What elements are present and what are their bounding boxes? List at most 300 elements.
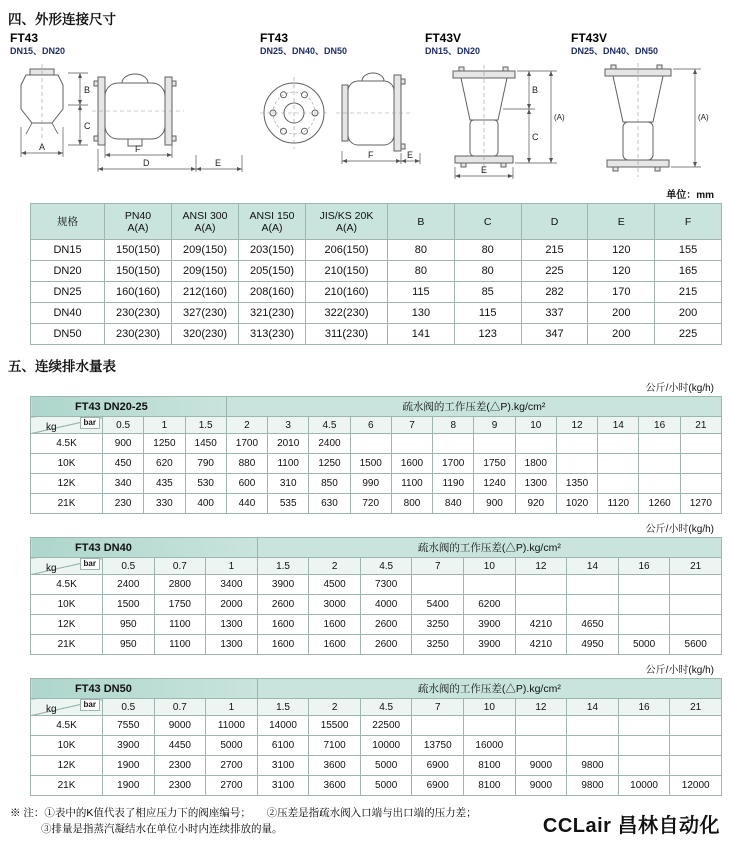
capacity-cell: 1350: [556, 474, 597, 494]
bar-unit-label: bar: [80, 699, 100, 711]
bar-value-cell: 1: [144, 417, 185, 434]
capacity-cell: 1250: [309, 454, 350, 474]
capacity-cell: 950: [103, 635, 155, 655]
capacity-cell: 450: [103, 454, 144, 474]
capacity-cell: 5000: [360, 756, 412, 776]
capacity-cell: 720: [350, 494, 391, 514]
diagram-label: [260, 32, 423, 56]
capacity-cell: [639, 474, 680, 494]
bar-value-cell: 10: [515, 417, 556, 434]
dimension-value-cell: 209(150): [172, 240, 239, 261]
bar-value-cell: 21: [670, 558, 722, 575]
dimension-value-cell: 212(160): [172, 282, 239, 303]
capacity-cell: 4210: [515, 635, 567, 655]
bar-value-cell: 4.5: [309, 417, 350, 434]
capacity-cell: 990: [350, 474, 391, 494]
drain-block-dn40: [8, 520, 722, 655]
capacity-cell: 1100: [154, 615, 206, 635]
bar-value-cell: 1.5: [257, 699, 309, 716]
dimension-value-cell: 210(150): [306, 261, 388, 282]
drain-data-row: [31, 635, 722, 655]
bar-value-cell: 1: [206, 558, 258, 575]
header-line: F: [684, 215, 692, 228]
capacity-cell: 1120: [598, 494, 639, 514]
header-line: A(A): [127, 221, 149, 234]
capacity-cell: 1100: [154, 635, 206, 655]
dim-label-b: B: [532, 85, 539, 96]
capacity-cell: 5000: [206, 736, 258, 756]
capacity-cell: 310: [268, 474, 309, 494]
bar-value-cell: 0.7: [154, 699, 206, 716]
capacity-cell: 3900: [103, 736, 155, 756]
dimension-value-cell: 80: [454, 240, 521, 261]
kg-unit-label: kg: [46, 704, 57, 715]
bar-value-cell: 10: [464, 699, 516, 716]
capacity-cell: [412, 575, 464, 595]
bar-value-cell: 1.5: [185, 417, 226, 434]
capacity-cell: 3100: [257, 756, 309, 776]
capacity-cell: 1260: [639, 494, 680, 514]
drain-data-row: [31, 615, 722, 635]
capacity-cell: 2800: [154, 575, 206, 595]
capacity-cell: 330: [144, 494, 185, 514]
capacity-cell: [618, 575, 670, 595]
capacity-cell: 880: [226, 454, 267, 474]
capacity-cell: 16000: [464, 736, 516, 756]
k-value-cell: 10K: [31, 454, 103, 474]
dimension-header-cell: [655, 204, 722, 240]
dimension-value-cell: 115: [388, 282, 455, 303]
capacity-cell: 920: [515, 494, 556, 514]
dim-label-c: C: [84, 121, 91, 132]
header-line: A(A): [194, 221, 216, 234]
dimension-header-cell: [31, 204, 105, 240]
capacity-cell: [515, 595, 567, 615]
dimension-value-cell: 170: [588, 282, 655, 303]
k-value-cell: 21K: [31, 776, 103, 796]
page-footer: [8, 805, 722, 838]
capacity-cell: 9000: [515, 776, 567, 796]
capacity-cell: 1750: [474, 454, 515, 474]
diagram-block-ft43-small: [8, 32, 258, 181]
capacity-cell: 790: [185, 454, 226, 474]
capacity-cell: 535: [268, 494, 309, 514]
header-line: B: [417, 215, 425, 228]
bar-value-cell: 7: [412, 558, 464, 575]
dim-label-a: A: [39, 142, 46, 153]
dimension-table: [30, 203, 722, 345]
capacity-cell: 15500: [309, 716, 361, 736]
unit-label-kgh: 公斤/小时(kg/h): [645, 383, 714, 394]
capacity-cell: 2000: [206, 595, 258, 615]
spec-cell: DN40: [31, 303, 105, 324]
capacity-cell: 2600: [257, 595, 309, 615]
ft43v-vertical-large-drawing-icon: [569, 57, 719, 181]
k-value-cell: 10K: [31, 736, 103, 756]
header-line: 规格: [57, 216, 78, 228]
capacity-cell: 1020: [556, 494, 597, 514]
capacity-cell: 1300: [515, 474, 556, 494]
capacity-cell: 13750: [412, 736, 464, 756]
bar-value-cell: 7: [391, 417, 432, 434]
capacity-cell: [350, 434, 391, 454]
capacity-cell: [515, 575, 567, 595]
capacity-cell: 800: [391, 494, 432, 514]
dimension-row: [31, 303, 722, 324]
capacity-cell: [618, 615, 670, 635]
model-sizes: DN15、DN20: [425, 45, 481, 56]
capacity-cell: 1500: [103, 595, 155, 615]
drain-data-row: [31, 434, 722, 454]
bar-value-cell: 3: [268, 417, 309, 434]
model-name: FT43: [260, 31, 289, 45]
bar-header-row: [31, 699, 722, 716]
bar-value-cell: 1.5: [257, 558, 309, 575]
dimension-header-cell: [388, 204, 455, 240]
dim-label-e: E: [481, 165, 488, 176]
dimension-value-cell: 347: [521, 324, 588, 345]
capacity-cell: 8100: [464, 756, 516, 776]
capacity-cell: 1700: [433, 454, 474, 474]
dimension-value-cell: 150(150): [105, 261, 172, 282]
bar-value-cell: 7: [412, 699, 464, 716]
header-line: PN40: [124, 209, 152, 222]
header-line: JIS/KS 20K: [319, 209, 374, 222]
bar-value-cell: 6: [350, 417, 391, 434]
drain-table-title: FT43 DN40: [31, 538, 258, 558]
dimension-table-body: [31, 240, 722, 345]
section5-title: 五、连续排水量表: [8, 359, 116, 374]
capacity-cell: 950: [103, 615, 155, 635]
model-sizes: DN25、DN40、DN50: [260, 45, 348, 56]
dimension-value-cell: 337: [521, 303, 588, 324]
section4-title: 四、外形连接尺寸: [8, 12, 116, 27]
capacity-cell: 2700: [206, 756, 258, 776]
note-line-2: ③排量是指蒸汽凝结水在单位小时内连续排放的量。: [41, 823, 283, 836]
dimension-value-cell: 206(150): [306, 240, 388, 261]
capacity-cell: 4000: [360, 595, 412, 615]
dimension-header-cell: [105, 204, 172, 240]
capacity-cell: [567, 595, 619, 615]
capacity-cell: 1300: [206, 615, 258, 635]
capacity-cell: [515, 716, 567, 736]
bar-header-row: [31, 558, 722, 575]
capacity-cell: [433, 434, 474, 454]
capacity-cell: [556, 434, 597, 454]
capacity-cell: [474, 434, 515, 454]
capacity-cell: 3600: [309, 756, 361, 776]
capacity-cell: 630: [309, 494, 350, 514]
diagram-block-ft43v-large: [569, 32, 719, 181]
capacity-cell: 3900: [464, 635, 516, 655]
capacity-cell: 3000: [309, 595, 361, 615]
bar-value-cell: 12: [515, 558, 567, 575]
pressure-diff-header: 疏水阀的工作压差(△P).kg/cm²: [257, 538, 721, 558]
capacity-cell: 440: [226, 494, 267, 514]
dimension-value-cell: 327(230): [172, 303, 239, 324]
capacity-cell: 1900: [103, 756, 155, 776]
capacity-cell: [618, 716, 670, 736]
dim-label-b: B: [84, 85, 91, 96]
capacity-cell: 10000: [618, 776, 670, 796]
bar-value-cell: 14: [567, 558, 619, 575]
header-line: ANSI 300: [182, 209, 228, 222]
capacity-cell: 1500: [350, 454, 391, 474]
capacity-cell: [618, 595, 670, 615]
dimension-value-cell: 210(160): [306, 282, 388, 303]
capacity-cell: 1300: [206, 635, 258, 655]
capacity-cell: 1800: [515, 454, 556, 474]
bar-value-cell: 0.5: [103, 558, 155, 575]
dimension-value-cell: 205(150): [239, 261, 306, 282]
capacity-cell: 1750: [154, 595, 206, 615]
bar-value-cell: 14: [598, 417, 639, 434]
capacity-cell: 2600: [360, 635, 412, 655]
capacity-cell: [680, 474, 721, 494]
capacity-cell: 6900: [412, 776, 464, 796]
bar-value-cell: 9: [474, 417, 515, 434]
drain-title-row: [31, 397, 722, 417]
capacity-cell: [680, 454, 721, 474]
header-line: ANSI 150: [249, 209, 295, 222]
dimension-value-cell: 150(150): [105, 240, 172, 261]
brand-logo-text: CCLair 昌林自动化: [542, 814, 720, 837]
capacity-cell: 7550: [103, 716, 155, 736]
k-value-cell: 21K: [31, 635, 103, 655]
bar-value-cell: 12: [515, 699, 567, 716]
capacity-cell: 9000: [515, 756, 567, 776]
capacity-cell: [391, 434, 432, 454]
capacity-cell: [670, 615, 722, 635]
capacity-cell: 9800: [567, 776, 619, 796]
dimension-value-cell: 313(230): [239, 324, 306, 345]
dimension-value-cell: 208(160): [239, 282, 306, 303]
diagram-block-ft43-large: [258, 32, 423, 181]
drain-block-dn50: [8, 661, 722, 796]
capacity-cell: 6200: [464, 595, 516, 615]
pressure-diff-header: 疏水阀的工作压差(△P).kg/cm²: [257, 679, 721, 699]
spec-cell: DN20: [31, 261, 105, 282]
dimension-value-cell: 115: [454, 303, 521, 324]
capacity-cell: 12000: [670, 776, 722, 796]
dimension-header-cell: [454, 204, 521, 240]
drain-table-title: FT43 DN50: [31, 679, 258, 699]
unit-label-kgh: 公斤/小时(kg/h): [645, 524, 714, 535]
capacity-cell: 4210: [515, 615, 567, 635]
bar-value-cell: 16: [639, 417, 680, 434]
capacity-cell: 2400: [309, 434, 350, 454]
k-value-cell: 10K: [31, 595, 103, 615]
capacity-cell: 900: [474, 494, 515, 514]
kg-unit-label: kg: [46, 563, 57, 574]
bar-value-cell: 12: [556, 417, 597, 434]
capacity-cell: 1600: [309, 635, 361, 655]
bar-value-cell: 4.5: [360, 699, 412, 716]
kg-unit-label: kg: [46, 422, 57, 433]
drain-data-row: [31, 474, 722, 494]
bar-value-cell: 4.5: [360, 558, 412, 575]
drain-table-ft43-dn50: [30, 678, 722, 796]
capacity-cell: 2400: [103, 575, 155, 595]
capacity-cell: 1600: [257, 615, 309, 635]
capacity-cell: 900: [103, 434, 144, 454]
ft43v-vertical-small-drawing-icon: [423, 57, 569, 181]
capacity-cell: 2300: [154, 756, 206, 776]
capacity-cell: 4450: [154, 736, 206, 756]
capacity-cell: [618, 736, 670, 756]
bar-value-cell: 1: [206, 699, 258, 716]
diagram-label: [571, 32, 719, 56]
dimension-header-cell: [521, 204, 588, 240]
dimension-value-cell: 215: [655, 282, 722, 303]
capacity-cell: 9800: [567, 756, 619, 776]
capacity-cell: [598, 474, 639, 494]
bar-value-cell: 2: [226, 417, 267, 434]
capacity-cell: 7100: [309, 736, 361, 756]
capacity-cell: 1240: [474, 474, 515, 494]
dimension-value-cell: 209(150): [172, 261, 239, 282]
header-line: A(A): [261, 221, 283, 234]
drain-data-row: [31, 494, 722, 514]
capacity-cell: [670, 595, 722, 615]
capacity-cell: 1700: [226, 434, 267, 454]
dimension-value-cell: 230(230): [105, 324, 172, 345]
capacity-cell: 1900: [103, 776, 155, 796]
dim-label-a-paren: (A): [698, 113, 709, 123]
capacity-cell: [639, 434, 680, 454]
drain-block-dn20-25: [8, 379, 722, 514]
dimension-value-cell: 123: [454, 324, 521, 345]
capacity-cell: [412, 716, 464, 736]
dimension-value-cell: 321(230): [239, 303, 306, 324]
capacity-cell: 6900: [412, 756, 464, 776]
dim-label-e: E: [407, 150, 414, 161]
capacity-cell: 2010: [268, 434, 309, 454]
dimension-value-cell: 80: [388, 240, 455, 261]
capacity-cell: [556, 454, 597, 474]
capacity-cell: [670, 736, 722, 756]
k-value-cell: 12K: [31, 474, 103, 494]
capacity-cell: 11000: [206, 716, 258, 736]
dimension-header-cell: [239, 204, 306, 240]
capacity-cell: 1100: [391, 474, 432, 494]
dimension-value-cell: 215: [521, 240, 588, 261]
capacity-cell: 5600: [670, 635, 722, 655]
header-line: E: [617, 215, 625, 228]
dimension-value-cell: 225: [655, 324, 722, 345]
drain-title-row: [31, 679, 722, 699]
dim-label-d: D: [143, 158, 150, 169]
capacity-cell: 530: [185, 474, 226, 494]
dimension-header-cell: [306, 204, 388, 240]
dimension-value-cell: 80: [388, 261, 455, 282]
capacity-cell: 3600: [309, 776, 361, 796]
capacity-cell: 1250: [144, 434, 185, 454]
dimension-table-head: [31, 204, 722, 240]
capacity-cell: 2600: [360, 615, 412, 635]
dimension-value-cell: 200: [655, 303, 722, 324]
dimension-value-cell: 160(160): [105, 282, 172, 303]
capacity-cell: 8100: [464, 776, 516, 796]
capacity-cell: 3250: [412, 635, 464, 655]
capacity-cell: [670, 756, 722, 776]
dimension-value-cell: 130: [388, 303, 455, 324]
capacity-cell: 1100: [268, 454, 309, 474]
unit-label-kgh: 公斤/小时(kg/h): [645, 665, 714, 676]
drain-data-row: [31, 736, 722, 756]
kg-bar-corner-cell: [31, 417, 103, 434]
bar-value-cell: 2: [309, 699, 361, 716]
capacity-cell: [567, 575, 619, 595]
capacity-cell: [639, 454, 680, 474]
capacity-cell: 6100: [257, 736, 309, 756]
capacity-cell: 4500: [309, 575, 361, 595]
capacity-cell: 2300: [154, 776, 206, 796]
kg-bar-corner-cell: [31, 699, 103, 716]
drain-data-row: [31, 454, 722, 474]
dimension-row: [31, 324, 722, 345]
bar-value-cell: 0.5: [103, 699, 155, 716]
bar-header-row: [31, 417, 722, 434]
diagram-block-ft43v-small: [423, 32, 569, 181]
capacity-cell: [567, 716, 619, 736]
k-value-cell: 4.5K: [31, 716, 103, 736]
dimension-row: [31, 282, 722, 303]
drain-data-row: [31, 776, 722, 796]
capacity-cell: 4650: [567, 615, 619, 635]
capacity-cell: 5000: [618, 635, 670, 655]
dimension-value-cell: 80: [454, 261, 521, 282]
header-line: D: [550, 215, 559, 228]
bar-value-cell: 10: [464, 558, 516, 575]
bar-value-cell: 16: [618, 558, 670, 575]
drain-table-title: FT43 DN20-25: [31, 397, 227, 417]
capacity-cell: 10000: [360, 736, 412, 756]
dimension-value-cell: 120: [588, 261, 655, 282]
spec-cell: DN25: [31, 282, 105, 303]
capacity-cell: 1450: [185, 434, 226, 454]
dimension-value-cell: 225: [521, 261, 588, 282]
dimension-value-cell: 120: [588, 240, 655, 261]
capacity-cell: 5000: [360, 776, 412, 796]
capacity-cell: 1270: [680, 494, 721, 514]
dimension-value-cell: 200: [588, 324, 655, 345]
bar-unit-label: bar: [80, 558, 100, 570]
capacity-cell: 22500: [360, 716, 412, 736]
dimension-value-cell: 322(230): [306, 303, 388, 324]
dimension-value-cell: 282: [521, 282, 588, 303]
kg-bar-corner-cell: [31, 558, 103, 575]
diagram-label: [425, 32, 569, 56]
capacity-cell: 435: [144, 474, 185, 494]
drain-table-ft43-dn40: [30, 537, 722, 655]
capacity-cell: 7300: [360, 575, 412, 595]
capacity-cell: [670, 716, 722, 736]
diagram-row: [8, 32, 722, 184]
dim-label-f: F: [368, 150, 374, 161]
capacity-cell: 2700: [206, 776, 258, 796]
dimension-header-cell: [172, 204, 239, 240]
k-value-cell: 4.5K: [31, 575, 103, 595]
k-value-cell: 21K: [31, 494, 103, 514]
bar-value-cell: 21: [680, 417, 721, 434]
drain-data-row: [31, 575, 722, 595]
capacity-cell: [464, 716, 516, 736]
capacity-cell: 1600: [309, 615, 361, 635]
footnotes: [10, 805, 477, 838]
capacity-cell: [598, 434, 639, 454]
dimension-value-cell: 311(230): [306, 324, 388, 345]
